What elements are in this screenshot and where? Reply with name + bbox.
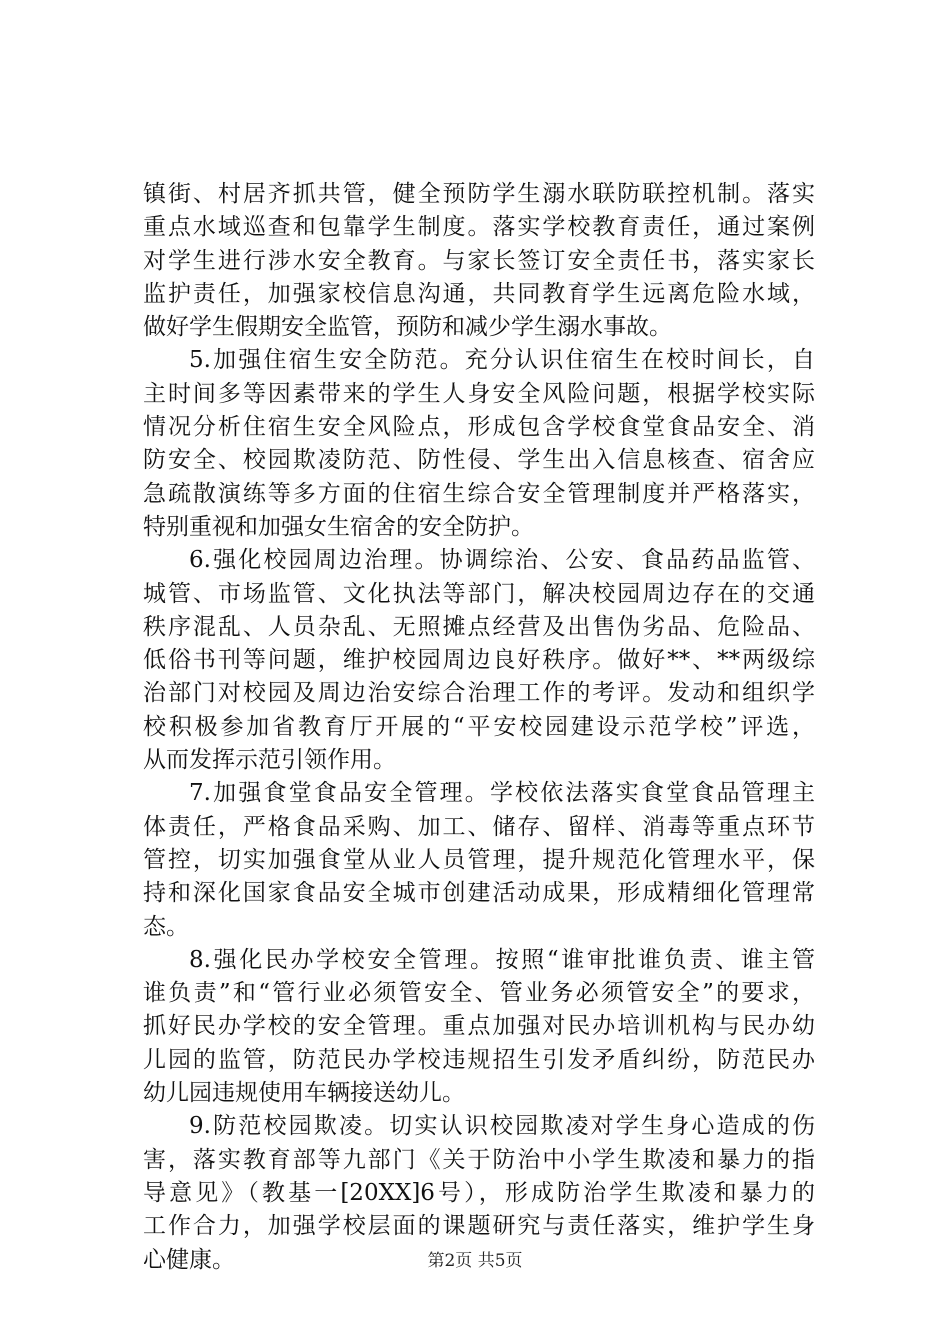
text-line: 做好学生假期安全监管，预防和减少学生溺水事故。	[143, 314, 672, 341]
text-line: 城管、市场监管、文化执法等部门，解决校园周边存在的交通	[143, 580, 815, 607]
text-line: 持和深化国家食品安全城市创建活动成果，形成精细化管理常	[143, 880, 815, 907]
text-line: 害，落实教育部等九部门《关于防治中小学生欺凌和暴力的指	[143, 1146, 815, 1173]
text-line: 重点水域巡查和包靠学生制度。落实学校教育责任，通过案例	[143, 214, 815, 241]
text-line: 秩序混乱、人员杂乱、无照摊点经营及出售伪劣品、危险品、	[143, 613, 815, 640]
text-line: 监护责任，加强家校信息沟通，共同教育学生远离危险水域，	[143, 280, 815, 307]
text-line: 特别重视和加强女生宿舍的安全防护。	[143, 513, 534, 540]
text-line: 治部门对校园及周边治安综合治理工作的考评。发动和组织学	[143, 680, 815, 707]
text-line: 心健康。	[143, 1246, 235, 1273]
text-line: 态。	[143, 913, 189, 940]
text-line: 对学生进行涉水安全教育。与家长签订安全责任书，落实家长	[143, 247, 815, 274]
text-line: 防安全、校园欺凌防范、防性侵、学生出入信息核查、宿舍应	[143, 447, 815, 474]
text-line: 低俗书刊等问题，维护校园周边良好秩序。做好**、**两级综	[143, 647, 815, 674]
text-line: 抓好民办学校的安全管理。重点加强对民办培训机构与民办幼	[143, 1013, 815, 1040]
text-line: 镇街、村居齐抓共管，健全预防学生溺水联防联控机制。落实	[143, 181, 815, 207]
text-line: 谁负责”和“管行业必须管安全、管业务必须管安全”的要求，	[143, 980, 815, 1007]
paragraph-7-heading-line: 7.加强食堂食品安全管理。学校依法落实食堂食品管理主	[189, 780, 815, 807]
text-line: 从而发挥示范引领作用。	[143, 747, 396, 774]
text-line: 幼儿园违规使用车辆接送幼儿。	[143, 1080, 465, 1107]
text-line: 情况分析住宿生安全风险点，形成包含学校食堂食品安全、消	[143, 414, 815, 441]
text-line: 管控，切实加强食堂从业人员管理，提升规范化管理水平，保	[143, 846, 815, 873]
paragraph-9-heading-line: 9.防范校园欺凌。切实认识校园欺凌对学生身心造成的伤	[189, 1113, 815, 1140]
text-line: 导意见》（教基一[20XX]6号），形成防治学生欺凌和暴力的	[143, 1179, 815, 1206]
text-line: 体责任，严格食品采购、加工、储存、留样、消毒等重点环节	[143, 813, 815, 840]
text-line: 儿园的监管，防范民办学校违规招生引发矛盾纠纷，防范民办	[143, 1046, 815, 1073]
text-line: 急疏散演练等多方面的住宿生综合安全管理制度并严格落实，	[143, 480, 815, 507]
paragraph-6-heading-line: 6.强化校园周边治理。协调综治、公安、食品药品监管、	[189, 547, 815, 574]
paragraph-8-heading-line: 8.强化民办学校安全管理。按照“谁审批谁负责、谁主管	[189, 946, 815, 973]
paragraph-5-heading-line: 5.加强住宿生安全防范。充分认识住宿生在校时间长，自	[189, 347, 815, 374]
text-line: 工作合力，加强学校层面的课题研究与责任落实，维护学生身	[143, 1213, 815, 1240]
body-text	[143, 178, 815, 1277]
text-line: 主时间多等因素带来的学生人身安全风险问题，根据学校实际	[143, 380, 815, 407]
page-number-footer: 第2页 共5页	[427, 1251, 523, 1271]
text-line: 校积极参加省教育厅开展的“平安校园建设示范学校”评选，	[143, 713, 815, 740]
